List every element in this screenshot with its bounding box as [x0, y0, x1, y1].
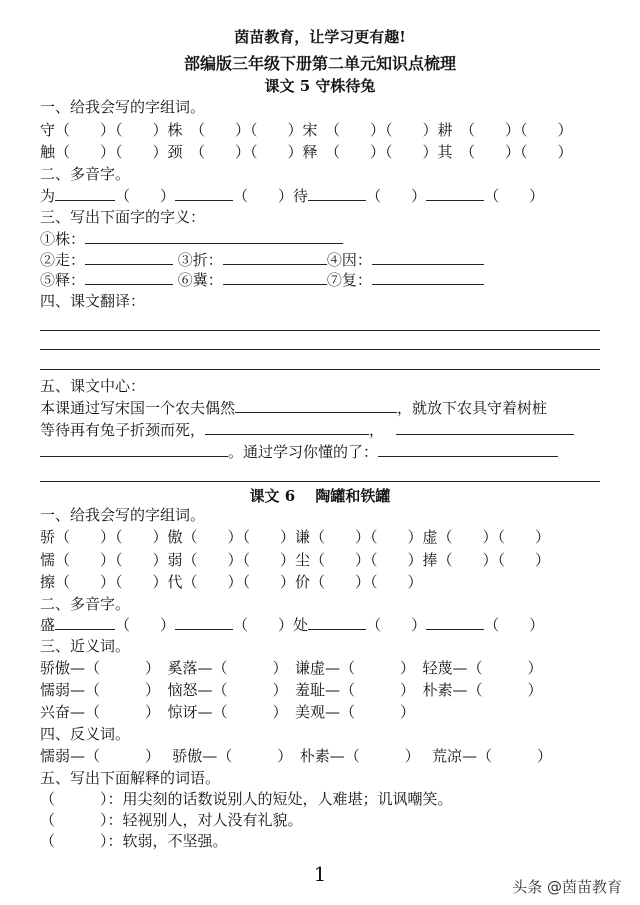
answer-blank[interactable] — [85, 270, 173, 285]
page-title: 部编版三年级下册第二单元知识点梳理 — [183, 54, 456, 73]
answer-blank[interactable] — [372, 270, 484, 285]
lesson5-section3-heading: 三、写出下面字的字义： — [40, 208, 206, 226]
answer-blank[interactable] — [308, 186, 366, 201]
answer-blank[interactable] — [426, 186, 484, 201]
answer-blank[interactable] — [378, 442, 558, 457]
lesson6-section3-heading: 三、近义词。 — [40, 637, 131, 655]
meaning-label-fu: ⑦复： — [326, 271, 372, 289]
paren-blank: （ ） — [484, 187, 545, 205]
center-para-line3 — [40, 442, 558, 461]
meaning-row2 — [40, 250, 484, 269]
antonym-row1: 懦弱—（ ） 骄傲—（ ） 朴素—（ ） 荒凉—（ ） — [40, 747, 553, 765]
meaning-row1 — [40, 229, 343, 248]
lesson5-words-row2: 触（ ）（ ）颈 （ ）（ ）释 （ ）（ ）其 （ ）（ ） — [40, 143, 573, 161]
paren-blank: （ ） — [366, 187, 427, 205]
paren-blank: （ ） — [233, 187, 294, 205]
polyphone-char-chu: 处 — [293, 616, 309, 634]
meaning-label-shi: ⑤释： — [40, 271, 86, 289]
answer-blank[interactable] — [223, 270, 327, 285]
lesson6-section2-heading: 二、多音字。 — [40, 595, 131, 613]
synonym-row1: 骄傲—（ ） 奚落—（ ） 谦虚—（ ） 轻蔑—（ ） — [40, 659, 543, 677]
paren-blank: （ ） — [115, 616, 176, 634]
synonym-row2: 懦弱—（ ） 恼怒—（ ） 羞耻—（ ） 朴素—（ ） — [40, 681, 543, 699]
lesson5-title: 课文 5 守株待兔 — [264, 77, 376, 95]
definition-row3: （ ）：软弱，不坚强。 — [40, 832, 228, 850]
polyphone-char-dai: 待 — [293, 187, 309, 205]
answer-blank[interactable] — [235, 398, 397, 413]
synonym-row3: 兴奋—（ ） 惊讶—（ ） 美观—（ ） — [40, 703, 416, 721]
meaning-row3 — [40, 270, 484, 289]
lesson6-section4-heading: 四、反义词。 — [40, 725, 131, 743]
lesson5-section2-heading: 二、多音字。 — [40, 165, 131, 183]
lesson5-section5-heading: 五、课文中心： — [40, 377, 146, 395]
meaning-label-ji: ⑥冀： — [177, 271, 223, 289]
para-text: 等待再有兔子折颈而死， — [40, 421, 206, 439]
page-header: 茵苗教育，让学习更有趣! — [234, 28, 406, 46]
lesson5-polyphone-row — [40, 186, 544, 205]
paren-blank: （ ） — [366, 616, 427, 634]
answer-blank[interactable] — [55, 615, 115, 630]
lesson6-words-row3: 擦（ ）（ ）代（ ）（ ）价（ ）（ ） — [40, 573, 423, 591]
answer-blank[interactable] — [205, 420, 369, 435]
writing-line[interactable] — [40, 369, 600, 370]
meaning-label-yin: ④因： — [326, 251, 372, 269]
center-para-line2 — [40, 420, 574, 439]
answer-blank[interactable] — [40, 442, 228, 457]
para-text: 本课通过写宋国一个农夫偶然 — [40, 399, 236, 417]
answer-blank[interactable] — [308, 615, 366, 630]
meaning-label-zou: ②走： — [40, 251, 86, 269]
answer-blank[interactable] — [372, 250, 484, 265]
answer-blank[interactable] — [85, 229, 343, 244]
writing-line[interactable] — [40, 330, 600, 331]
center-para-line1 — [40, 398, 547, 417]
answer-blank[interactable] — [426, 615, 484, 630]
writing-line[interactable] — [40, 481, 600, 482]
lesson6-polyphone-row — [40, 615, 544, 634]
meaning-label-zhe: ③折： — [177, 251, 223, 269]
page-number: 1 — [313, 862, 327, 886]
lesson5-section1-heading: 一、给我会写的字组词。 — [40, 98, 206, 116]
answer-blank[interactable] — [55, 186, 115, 201]
watermark: 头条 @茵苗教育 — [508, 875, 626, 898]
lesson6-section1-heading: 一、给我会写的字组词。 — [40, 506, 206, 524]
answer-blank[interactable] — [85, 250, 173, 265]
definition-row1: （ ）：用尖刻的话数说别人的短处，人难堪；讥讽嘲笑。 — [40, 790, 453, 808]
meaning-label-zhu: ①株： — [40, 230, 86, 248]
para-text: 。通过学习你懂的了： — [228, 443, 379, 461]
answer-blank[interactable] — [223, 250, 327, 265]
lesson6-words-row1: 骄（ ）（ ）傲（ ）（ ）谦（ ）（ ）虚（ ）（ ） — [40, 528, 551, 546]
paren-blank: （ ） — [233, 616, 294, 634]
lesson5-words-row1: 守（ ）（ ）株 （ ）（ ）宋 （ ）（ ）耕 （ ）（ ） — [40, 121, 573, 139]
lesson6-section5-heading: 五、写出下面解释的词语。 — [40, 769, 221, 787]
para-text: ，就放下农具守着树桩 — [397, 399, 548, 417]
polyphone-char-sheng: 盛 — [40, 616, 56, 634]
definition-row2: （ ）：轻视别人，对人没有礼貌。 — [40, 811, 303, 829]
polyphone-char-wei: 为 — [40, 187, 56, 205]
para-text: ， — [369, 421, 385, 439]
answer-blank[interactable] — [396, 420, 574, 435]
paren-blank: （ ） — [115, 187, 176, 205]
lesson6-title: 课文 6 陶罐和铁罐 — [249, 487, 391, 505]
answer-blank[interactable] — [175, 615, 233, 630]
writing-line[interactable] — [40, 349, 600, 350]
lesson6-words-row2: 懦（ ）（ ）弱（ ）（ ）尘（ ）（ ）捧（ ）（ ） — [40, 551, 551, 569]
paren-blank: （ ） — [484, 616, 545, 634]
answer-blank[interactable] — [175, 186, 233, 201]
lesson5-section4-heading: 四、课文翻译： — [40, 292, 146, 310]
